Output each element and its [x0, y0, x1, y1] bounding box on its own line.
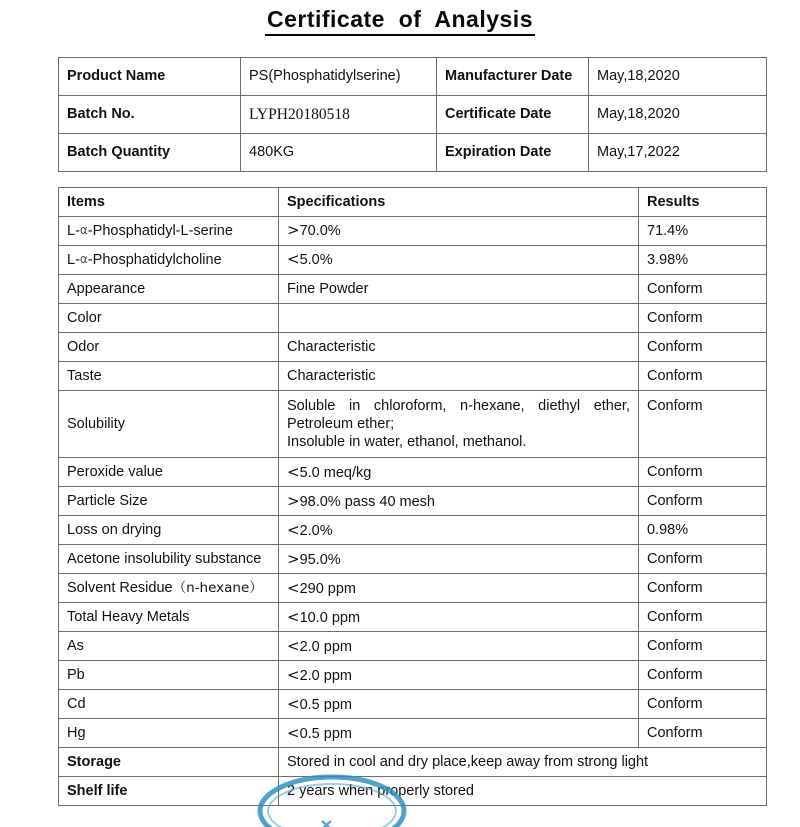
result-value: Conform [639, 304, 767, 333]
table-row [59, 661, 767, 690]
item-suffix: -Phosphatidylcholine [87, 251, 222, 268]
table-header-row [59, 188, 767, 217]
table-row [59, 516, 767, 545]
result-value: Conform [639, 632, 767, 661]
info-label-expiration-date: Expiration Date [437, 134, 589, 172]
spec-value [279, 661, 639, 690]
table-row [59, 134, 767, 172]
table-row [59, 217, 767, 246]
table-row [59, 333, 767, 362]
spec-value [279, 719, 639, 748]
spec-text: 2.0 ppm [299, 638, 352, 655]
table-row [59, 458, 767, 487]
item-prefix: L- [67, 251, 80, 268]
spec-value [279, 516, 639, 545]
spec-text: 5.0 meq/kg [299, 464, 372, 481]
item-prefix: L- [67, 222, 80, 239]
item-suffix: -Phosphatidyl-L-serine [87, 222, 233, 239]
result-value: Conform [639, 487, 767, 516]
table-row [59, 690, 767, 719]
spec-value [279, 246, 639, 275]
result-value: Conform [639, 275, 767, 304]
spec-item-as: As [59, 632, 279, 661]
greek-alpha-glyph: α [79, 251, 88, 266]
spec-item-pb: Pb [59, 661, 279, 690]
specification-table [58, 187, 767, 806]
spec-text: 0.5 ppm [299, 696, 352, 713]
result-value: Conform [639, 690, 767, 719]
result-value: Conform [639, 603, 767, 632]
solubility-line-2: Petroleum ether; [287, 416, 395, 433]
spec-item-hg: Hg [59, 719, 279, 748]
spec-value [279, 304, 639, 333]
spec-value: Fine Powder [279, 275, 639, 304]
result-value: 3.98% [639, 246, 767, 275]
spec-value [279, 458, 639, 487]
spec-text: 98.0% pass 40 mesh [299, 493, 435, 510]
table-row [59, 391, 767, 458]
spec-value [279, 690, 639, 719]
result-value: 0.98% [639, 516, 767, 545]
spec-item-loss-on-drying: Loss on drying [59, 516, 279, 545]
result-value: Conform [639, 545, 767, 574]
info-label-batch-no: Batch No. [59, 96, 241, 134]
solubility-line-1: Soluble in chloroform, n-hexane, diethyl ether, [287, 398, 630, 414]
greek-alpha-glyph: α [79, 222, 88, 237]
result-value: 71.4% [639, 217, 767, 246]
spec-text: 290 ppm [299, 580, 357, 597]
info-value-expiration-date: May,17,2022 [589, 134, 767, 172]
spec-value [279, 603, 639, 632]
comparison-operator: > [287, 221, 300, 240]
table-row [59, 275, 767, 304]
result-value: Conform [639, 661, 767, 690]
spec-item-storage: Storage [59, 748, 279, 777]
item-text: Solvent Residue [67, 580, 173, 597]
table-row [59, 603, 767, 632]
spec-item-color: Color [59, 304, 279, 333]
spec-text: 5.0% [299, 252, 333, 269]
table-row [59, 487, 767, 516]
comparison-operator: < [287, 723, 300, 742]
info-label-batch-quantity: Batch Quantity [59, 134, 241, 172]
info-label-product-name: Product Name [59, 58, 241, 96]
comparison-operator: < [287, 462, 300, 481]
spec-text: 0.5 ppm [299, 725, 352, 742]
comparison-operator: < [287, 607, 300, 626]
spec-value [279, 487, 639, 516]
spec-value: Characteristic [279, 333, 639, 362]
column-header-items: Items [59, 188, 279, 217]
spec-text: 95.0% [299, 551, 341, 568]
spec-item-particle-size: Particle Size [59, 487, 279, 516]
spec-value [279, 574, 639, 603]
spec-item-solvent-residue [59, 574, 279, 603]
table-row [59, 574, 767, 603]
result-value: Conform [639, 574, 767, 603]
spec-item-phosphatidyl-l-serine [59, 217, 279, 246]
product-info-table [58, 57, 767, 172]
info-value-batch-no: LYPH20180518 [241, 96, 437, 134]
spec-text: 10.0 ppm [299, 609, 361, 626]
info-value-product-name: PS(Phosphatidylserine) [241, 58, 437, 96]
spec-item-shelf-life: Shelf life [59, 777, 279, 806]
comparison-operator: < [287, 578, 300, 597]
comparison-operator: > [287, 491, 300, 510]
spec-value [279, 632, 639, 661]
table-row [59, 748, 767, 777]
result-value: Conform [639, 362, 767, 391]
spec-text: 2.0 ppm [299, 667, 352, 684]
spec-item-odor: Odor [59, 333, 279, 362]
info-value-certificate-date: May,18,2020 [589, 96, 767, 134]
spec-item-peroxide-value: Peroxide value [59, 458, 279, 487]
column-header-results: Results [639, 188, 767, 217]
comparison-operator: < [287, 636, 300, 655]
spec-value [279, 545, 639, 574]
spec-value: Characteristic [279, 362, 639, 391]
info-label-certificate-date: Certificate Date [437, 96, 589, 134]
spec-value-shelf-life: 2 years when properly stored [279, 777, 767, 806]
info-value-manufacturer-date: May,18,2020 [589, 58, 767, 96]
info-label-manufacturer-date: Manufacturer Date [437, 58, 589, 96]
table-row [59, 362, 767, 391]
comparison-operator: < [287, 665, 300, 684]
spec-item-total-heavy-metals: Total Heavy Metals [59, 603, 279, 632]
table-row [59, 58, 767, 96]
table-row [59, 632, 767, 661]
table-row [59, 304, 767, 333]
comparison-operator: > [287, 549, 300, 568]
comparison-operator: < [287, 694, 300, 713]
result-value: Conform [639, 719, 767, 748]
result-value: Conform [639, 333, 767, 362]
table-row [59, 545, 767, 574]
item-parenthetical: （n-hexane） [172, 580, 263, 597]
info-value-batch-quantity: 480KG [241, 134, 437, 172]
spec-item-taste: Taste [59, 362, 279, 391]
solubility-line-3: Insoluble in water, ethanol, methanol. [287, 434, 527, 451]
table-row [59, 777, 767, 806]
spec-text: 2.0% [299, 522, 333, 539]
spec-text: 70.0% [299, 223, 341, 240]
spec-item-cd: Cd [59, 690, 279, 719]
table-row [59, 719, 767, 748]
spec-value [279, 217, 639, 246]
comparison-operator: < [287, 520, 300, 539]
spec-item-solubility: Solubility [59, 391, 279, 458]
spec-value-storage: Stored in cool and dry place,keep away from strong light [279, 748, 767, 777]
comparison-operator: < [287, 250, 300, 269]
result-value: Conform [639, 458, 767, 487]
page-title-container [0, 6, 800, 36]
result-value: Conform [639, 391, 767, 458]
spec-item-phosphatidylcholine [59, 246, 279, 275]
spec-item-acetone-insolubility-substance: Acetone insolubility substance [59, 545, 279, 574]
spec-value-solubility [279, 391, 639, 458]
page-title: Certificate of Analysis [265, 6, 535, 36]
table-row [59, 96, 767, 134]
table-row [59, 246, 767, 275]
spec-item-appearance: Appearance [59, 275, 279, 304]
column-header-specifications: Specifications [279, 188, 639, 217]
